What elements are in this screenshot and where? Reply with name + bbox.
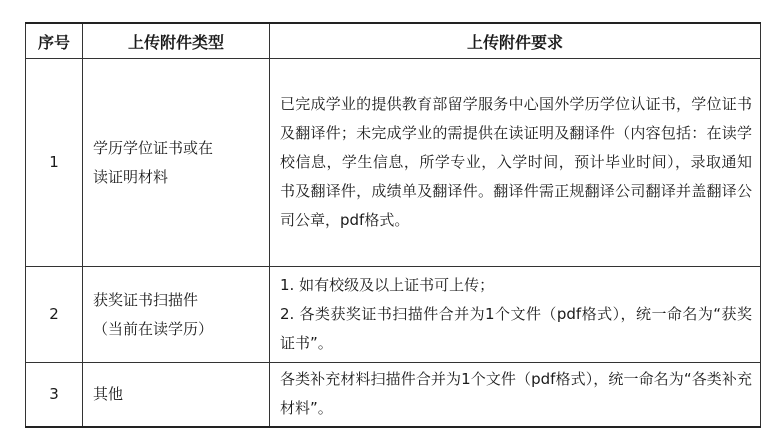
row-serial-number: 3: [26, 363, 83, 427]
row-serial-number: 2: [26, 267, 83, 363]
header-attachment-requirement: 上传附件要求: [270, 23, 761, 59]
requirement-text: 2. 各类获奖证书扫描件合并为1个文件（pdf格式），统一命名为“获奖证书”。: [280, 305, 752, 352]
table-row: [26, 267, 761, 363]
requirement-text: 各类补充材料扫描件合并为1个文件（pdf格式），统一命名为“各类补充材料”。: [280, 370, 752, 418]
table-row: [26, 363, 761, 427]
type-line: （当前在读学历）: [93, 319, 214, 338]
row-attachment-requirement: [270, 363, 761, 427]
row-attachment-requirement: [270, 59, 761, 267]
attachment-requirements-table: [25, 22, 761, 428]
requirement-text: 已完成学业的提供教育部留学服务中心国外学历学位认证书，学位证书及翻译件；未完成学业的需提供在读证明及翻译件（内容包括：在读学校信息，学生信息，所学专业，入学时间，预计毕业时间），录取通知书及翻译件，成绩单及翻译件。翻译件需正规翻译公司翻译并盖翻译公司公章，pdf格式。: [280, 95, 752, 229]
type-line: 读证明材料: [93, 167, 169, 186]
row-attachment-requirement: [270, 267, 761, 363]
row-attachment-type: [83, 59, 270, 267]
type-line: 学历学位证书或在: [93, 138, 214, 157]
row-serial-number: 1: [26, 59, 83, 267]
type-line: 获奖证书扫描件: [93, 290, 199, 309]
requirement-text: 1. 如有校级及以上证书可上传；: [280, 276, 495, 294]
row-attachment-type: [83, 267, 270, 363]
row-attachment-type: [83, 363, 270, 427]
table-row: [26, 59, 761, 267]
table-header-row: [26, 23, 761, 59]
header-attachment-type: 上传附件类型: [83, 23, 270, 59]
type-line: 其他: [93, 384, 124, 403]
header-serial-number: 序号: [26, 23, 83, 59]
